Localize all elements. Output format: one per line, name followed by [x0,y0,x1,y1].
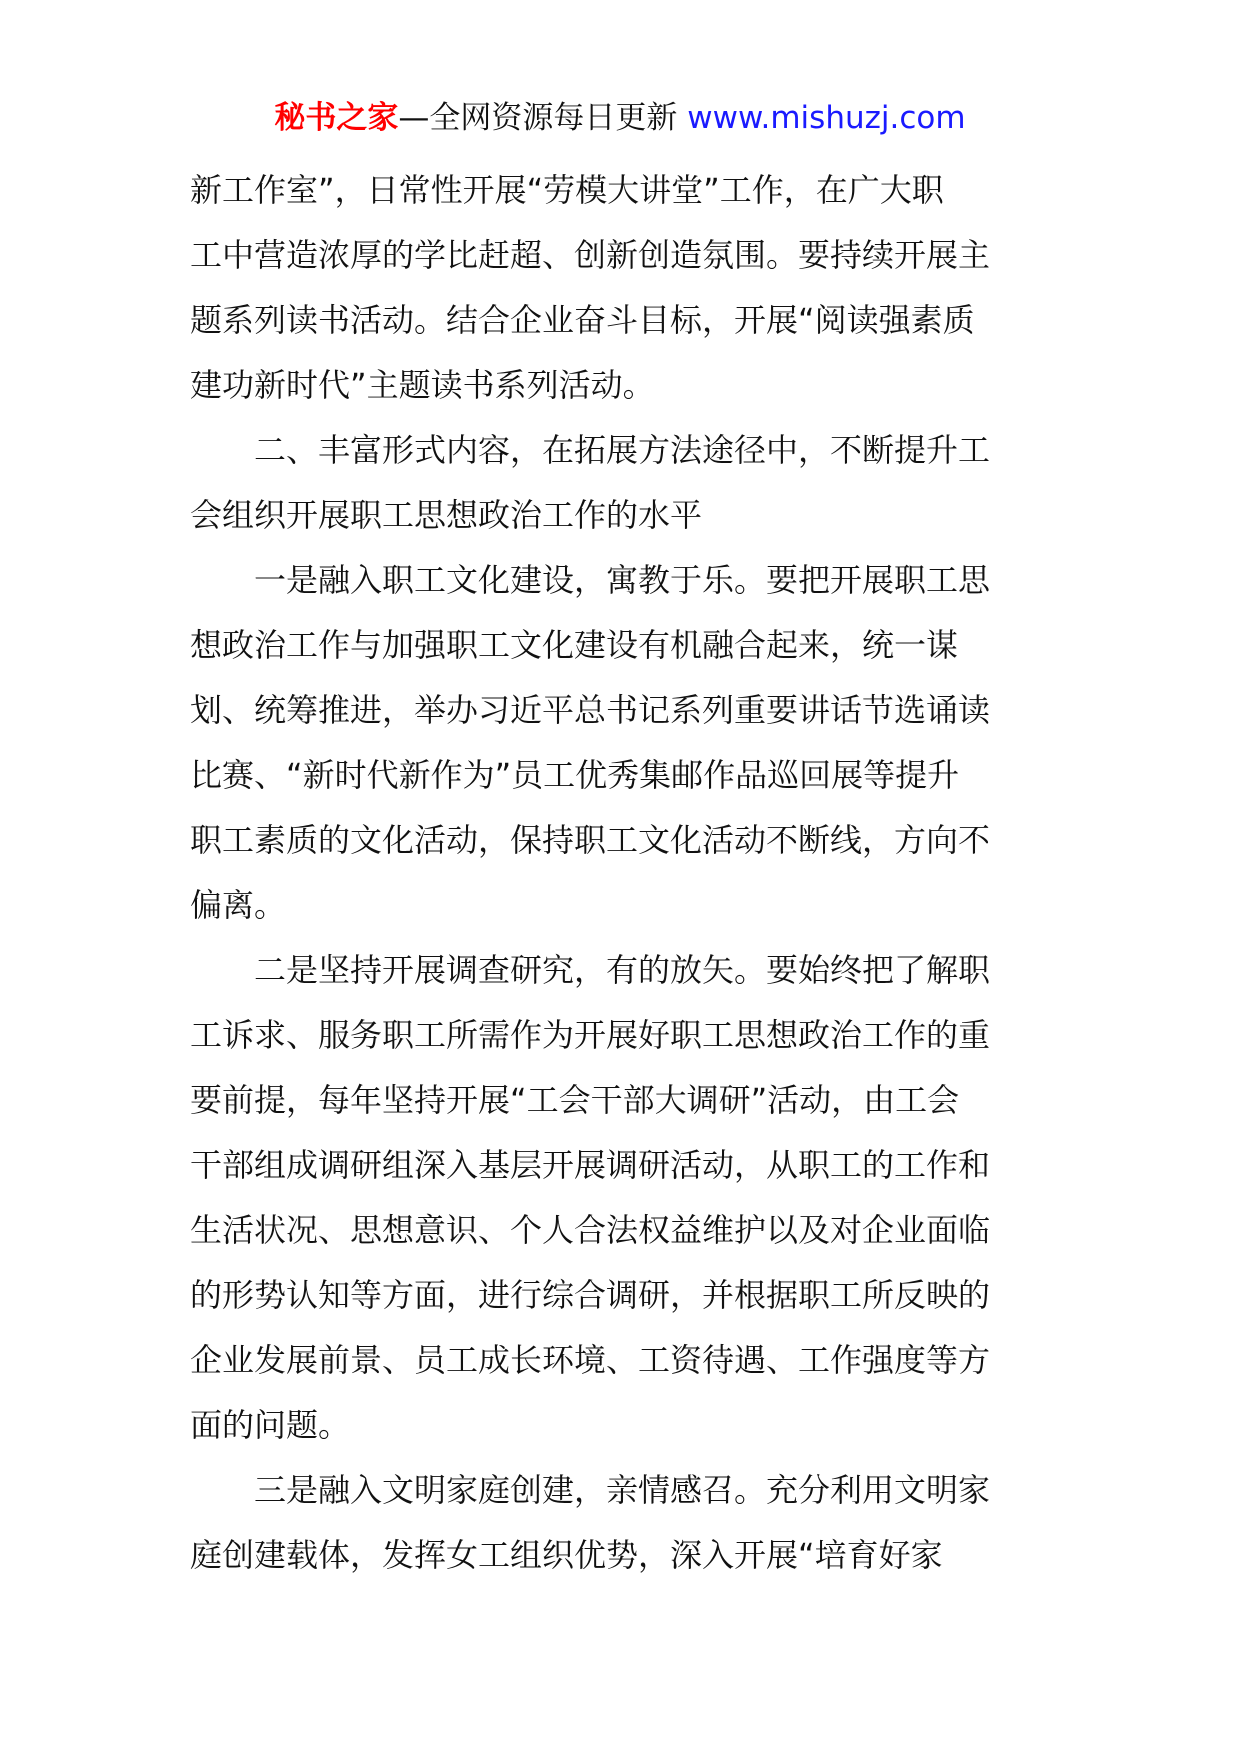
text-line: 题系列读书活动。结合企业奋斗目标，开展“阅读强素质 [190,301,975,339]
text-line: 生活状况、思想意识、个人合法权益维护以及对企业面临 [190,1211,991,1249]
text-line: 二是坚持开展调查研究，有的放矢。要始终把了解职 [190,951,991,989]
header-slogan: —全网资源每日更新 [398,100,678,136]
section-heading-line: 会组织开展职工思想政治工作的水平 [190,496,703,534]
text-line: 工中营造浓厚的学比赶超、创新创造氛围。要持续开展主 [190,236,991,274]
text-line: 一是融入职工文化建设，寓教于乐。要把开展职工思 [190,561,991,599]
text-line: 新工作室”，日常性开展“劳模大讲堂”工作，在广大职 [190,171,944,209]
page-header [0,98,1240,138]
site-url[interactable]: www.mishuzj.com [687,100,966,136]
text-line: 职工素质的文化活动，保持职工文化活动不断线，方向不 [190,821,991,859]
text-line: 的形势认知等方面，进行综合调研，并根据职工所反映的 [190,1276,991,1314]
text-line: 工诉求、服务职工所需作为开展好职工思想政治工作的重 [190,1016,991,1054]
text-line: 建功新时代”主题读书系列活动。 [190,366,655,404]
brand-name: 秘书之家 [274,100,399,136]
document-body [190,158,1060,1588]
text-line: 面的问题。 [190,1406,351,1444]
text-line: 比赛、“新时代新作为”员工优秀集邮作品巡回展等提升 [190,756,960,794]
text-line: 干部组成调研组深入基层开展调研活动，从职工的工作和 [190,1146,991,1184]
text-line: 偏离。 [190,886,287,924]
section-heading-line: 二、丰富形式内容，在拓展方法途径中，不断提升工 [190,431,991,469]
text-line: 三是融入文明家庭创建，亲情感召。充分利用文明家 [190,1471,991,1509]
text-line: 庭创建载体，发挥女工组织优势，深入开展“培育好家 [190,1536,943,1574]
text-line: 划、统筹推进，举办习近平总书记系列重要讲话节选诵读 [190,691,991,729]
text-line: 想政治工作与加强职工文化建设有机融合起来，统一谋 [190,626,959,664]
text-line: 要前提，每年坚持开展“工会干部大调研”活动，由工会 [190,1081,960,1119]
text-line: 企业发展前景、员工成长环境、工资待遇、工作强度等方 [190,1341,991,1379]
